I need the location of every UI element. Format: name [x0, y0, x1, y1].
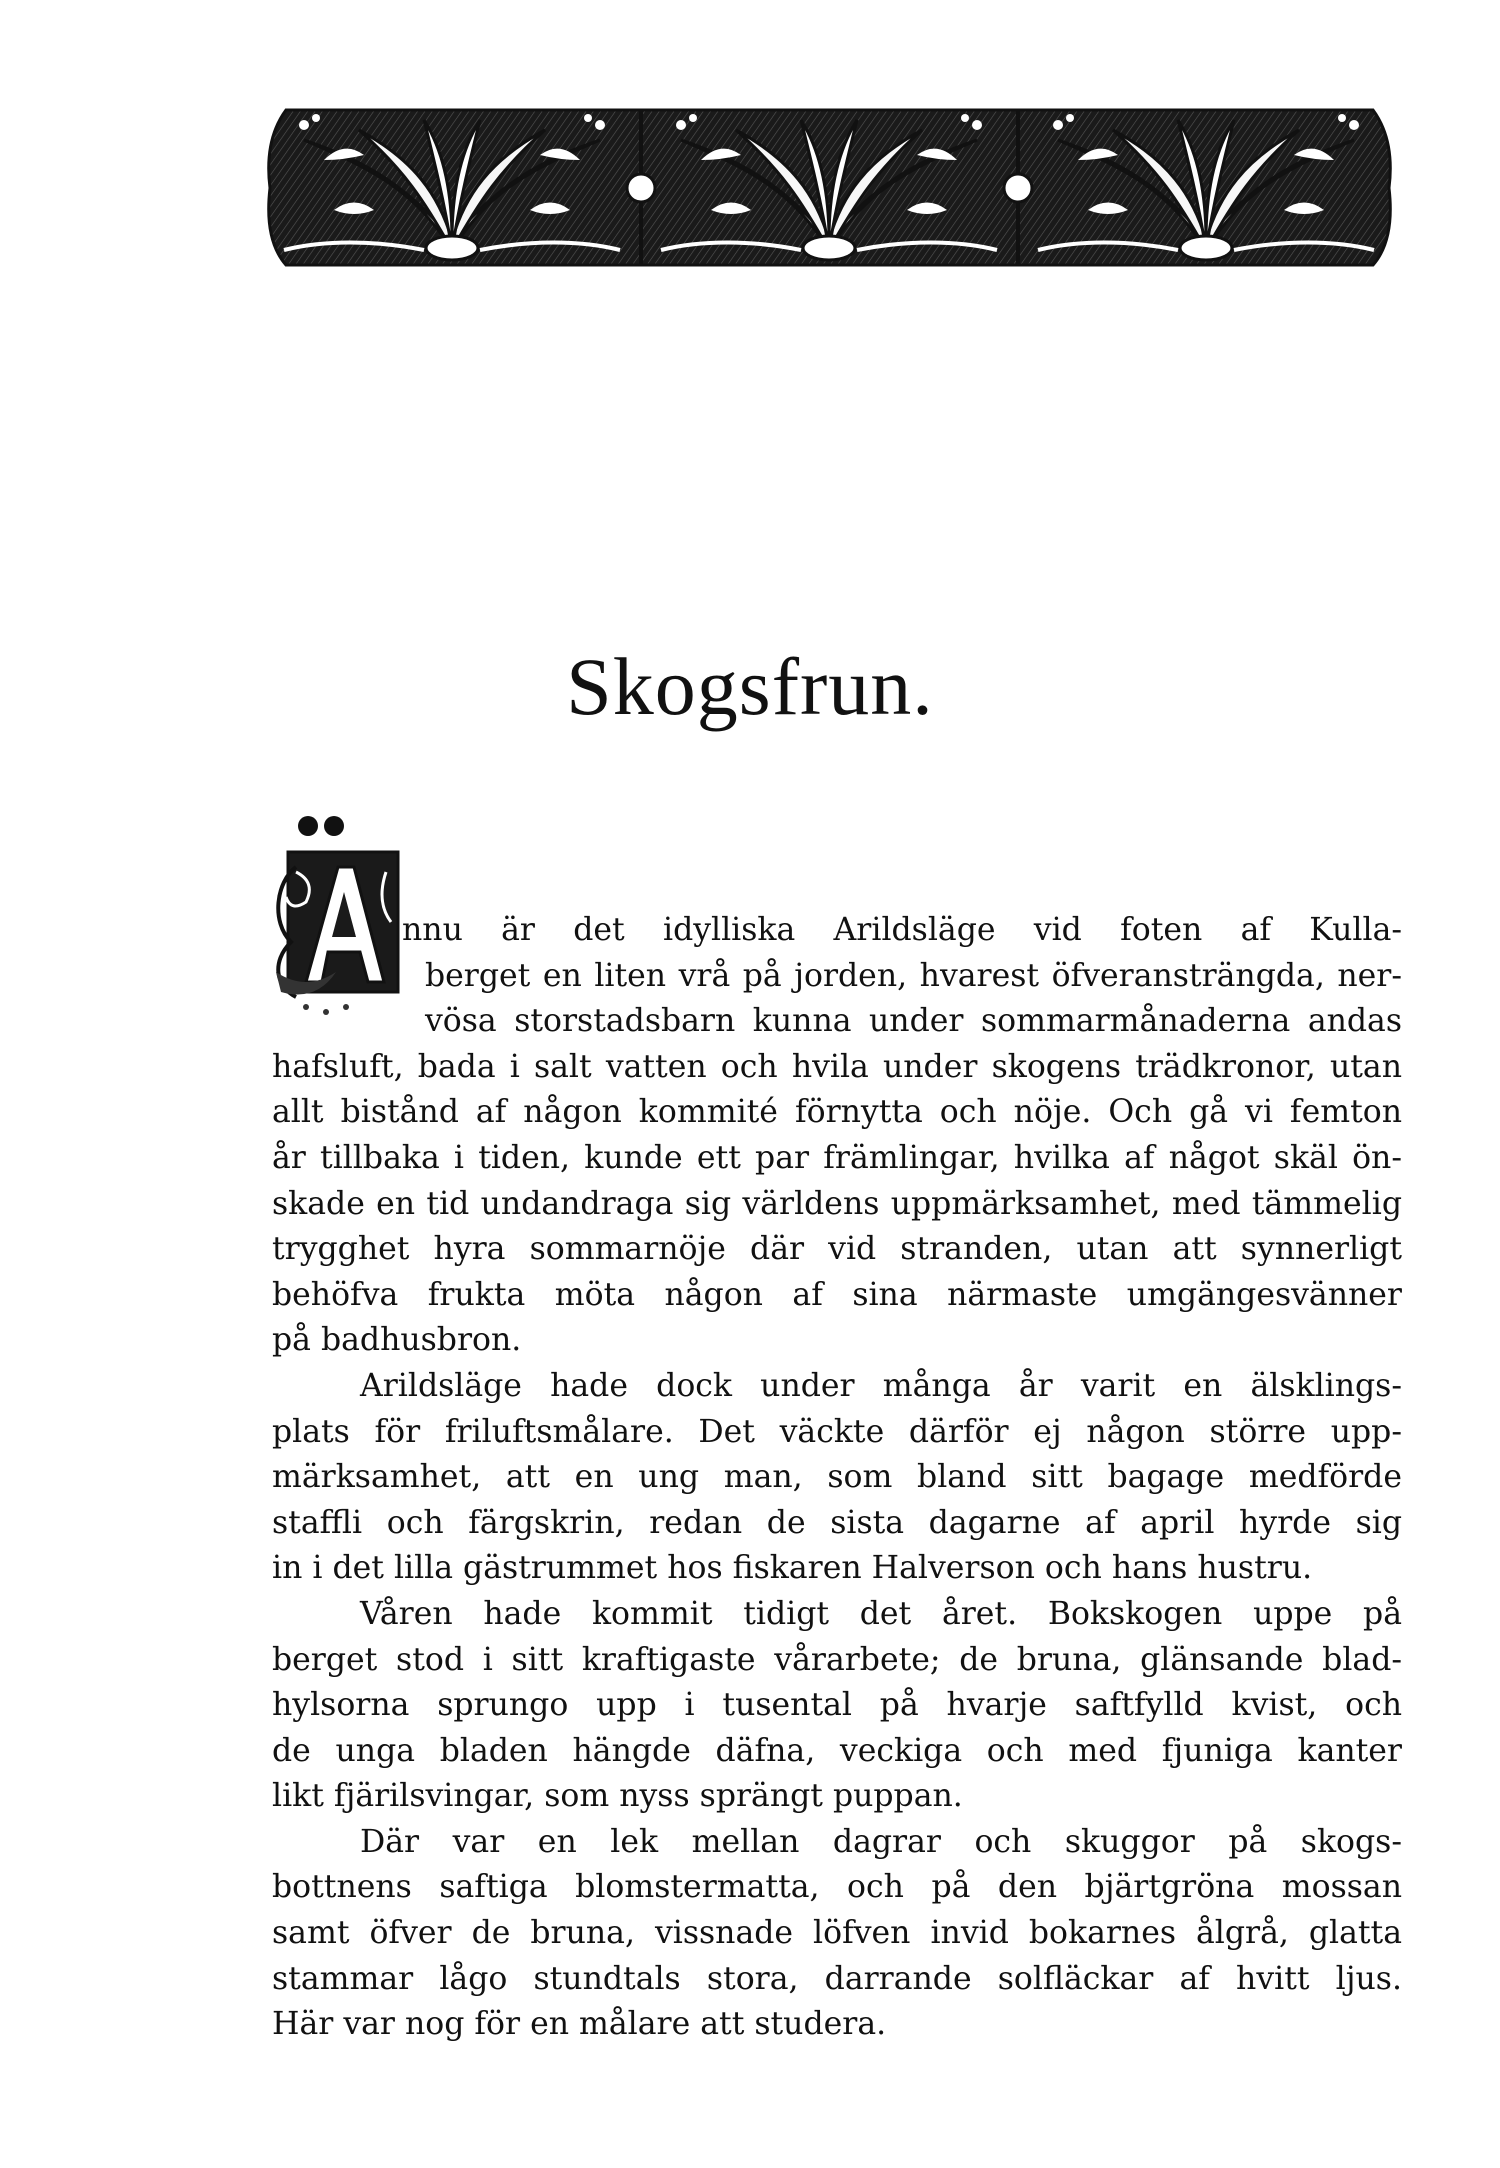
text-line: samt öfver de bruna, vissnade löfven invid bokarnes ålgrå, glatta — [272, 1915, 1402, 1952]
text-line: behöfva frukta möta någon af sina närmaste umgängesvänner — [272, 1276, 1402, 1313]
text-line: år tillbaka i tiden, kunde ett par främlingar, hvilka af något skäl ön- — [272, 1139, 1402, 1176]
text-line: hafsluft, bada i salt vatten och hvila under skogens trädkronor, utan — [272, 1048, 1402, 1085]
text-line: bottnens saftiga blomstermatta, och på den bjärtgröna mossan — [272, 1869, 1402, 1906]
text-line: skade en tid undandraga sig världens uppmärksamhet, med tämmelig — [272, 1185, 1402, 1222]
text-line: likt fjärilsvingar, som nyss sprängt puppan. — [272, 1778, 963, 1815]
text-line: Här var nog för en målare att studera. — [272, 2006, 887, 2043]
text-line: berget en liten vrå på jorden, hvarest öfveransträngda, ner- — [425, 957, 1402, 994]
body-text — [272, 908, 1402, 2048]
text-line: stammar lågo stundtals stora, darrande solfläckar af hvitt ljus. — [272, 1960, 1402, 1997]
text-line: allt bistånd af någon kommité förnytta och nöje. Och gå vi femton — [272, 1094, 1402, 1131]
text-line: berget stod i sitt kraftigaste vårarbete; de bruna, glänsande blad- — [272, 1641, 1402, 1678]
text-line: in i det lilla gästrummet hos fiskaren Halverson och hans hustru. — [272, 1550, 1313, 1587]
text-line: hylsorna sprungo upp i tusental på hvarje saftfylld kvist, och — [272, 1687, 1402, 1724]
text-line: Arildsläge hade dock under många år varit en älsklings- — [360, 1367, 1402, 1404]
page-title: Skogsfrun. — [566, 641, 934, 732]
ornamental-headpiece — [264, 100, 1395, 275]
text-line: plats för friluftsmålare. Det väckte därför ej någon större upp- — [272, 1413, 1402, 1450]
text-line: staffli och färgskrin, redan de sista dagarne af april hyrde sig — [272, 1504, 1402, 1541]
text-line: trygghet hyra sommarnöje där vid stranden, utan att synnerligt — [272, 1231, 1402, 1268]
text-line: de unga bladen hängde däfna, veckiga och med fjuniga kanter — [272, 1732, 1402, 1769]
text-line: Våren hade kommit tidigt det året. Bokskogen uppe på — [360, 1595, 1402, 1632]
text-line: vösa storstadsbarn kunna under sommarmånaderna andas — [425, 1003, 1402, 1040]
text-line: Där var en lek mellan dagrar och skuggor på skogs- — [360, 1823, 1402, 1860]
text-line: nnu är det idylliska Arildsläge vid foten af Kulla- — [402, 912, 1402, 948]
text-line: på badhusbron. — [272, 1322, 522, 1359]
text-line: märksamhet, att en ung man, som bland sitt bagage medförde — [272, 1459, 1402, 1496]
